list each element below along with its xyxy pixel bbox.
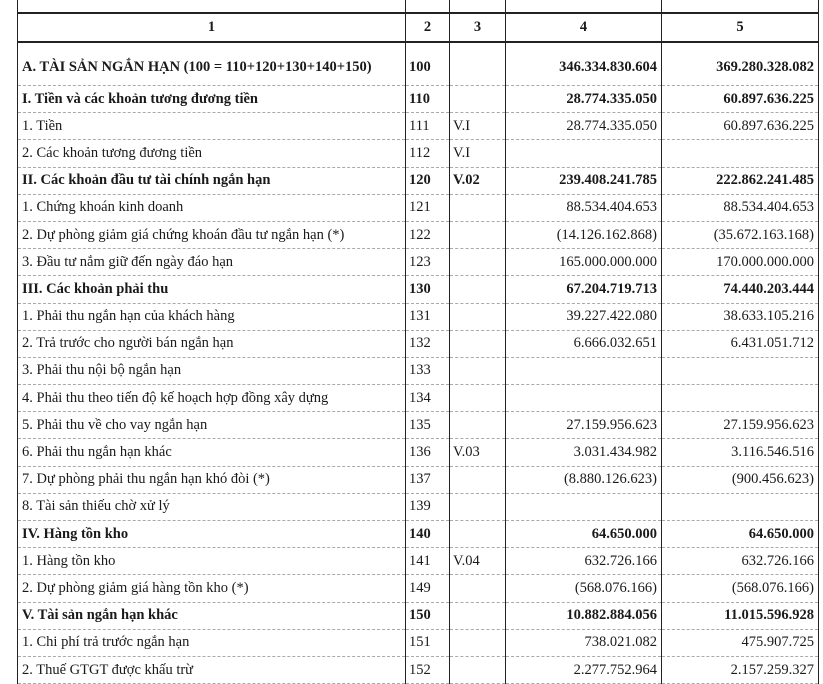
item-code: 137 <box>406 466 450 493</box>
value-col4 <box>506 357 662 384</box>
item-note <box>450 602 506 629</box>
item-code: 135 <box>406 412 450 439</box>
table-top-row <box>18 0 819 13</box>
table-row <box>18 385 819 412</box>
item-name: 8. Tài sản thiếu chờ xử lý <box>18 493 406 520</box>
item-code: 122 <box>406 221 450 248</box>
column-header-row <box>18 13 819 42</box>
table-row <box>18 167 819 194</box>
item-code: 139 <box>406 493 450 520</box>
table-row <box>18 42 819 86</box>
item-code: 100 <box>406 42 450 86</box>
item-note <box>450 221 506 248</box>
item-name: 1. Hàng tồn kho <box>18 548 406 575</box>
value-col5: (568.076.166) <box>662 575 819 602</box>
value-col5 <box>662 493 819 520</box>
item-code: 140 <box>406 521 450 548</box>
item-name: IV. Hàng tồn kho <box>18 521 406 548</box>
value-col4 <box>506 140 662 167</box>
item-name: 3. Phải thu nội bộ ngắn hạn <box>18 357 406 384</box>
item-note <box>450 466 506 493</box>
value-col4: 239.408.241.785 <box>506 167 662 194</box>
value-col5: 88.534.404.653 <box>662 194 819 221</box>
item-code: 150 <box>406 602 450 629</box>
value-col5 <box>662 385 819 412</box>
value-col5: 74.440.203.444 <box>662 276 819 303</box>
item-name: III. Các khoản phải thu <box>18 276 406 303</box>
item-name: I. Tiền và các khoản tương đương tiền <box>18 86 406 113</box>
item-code: 110 <box>406 86 450 113</box>
table-row <box>18 140 819 167</box>
value-col4: 88.534.404.653 <box>506 194 662 221</box>
value-col4 <box>506 493 662 520</box>
table-row <box>18 303 819 330</box>
item-note <box>450 249 506 276</box>
item-note <box>450 575 506 602</box>
item-note: V.04 <box>450 548 506 575</box>
value-col5: 369.280.328.082 <box>662 42 819 86</box>
table-row <box>18 656 819 683</box>
item-code: 120 <box>406 167 450 194</box>
item-note <box>450 493 506 520</box>
table-row <box>18 575 819 602</box>
item-code: 141 <box>406 548 450 575</box>
table-row <box>18 221 819 248</box>
table-row <box>18 249 819 276</box>
item-code: 133 <box>406 357 450 384</box>
item-note <box>450 194 506 221</box>
value-col4: 6.666.032.651 <box>506 330 662 357</box>
column-header: 5 <box>662 13 819 42</box>
item-code: 121 <box>406 194 450 221</box>
item-code: 111 <box>406 113 450 140</box>
item-code: 112 <box>406 140 450 167</box>
table-row <box>18 493 819 520</box>
value-col4: 2.277.752.964 <box>506 656 662 683</box>
item-code: 152 <box>406 656 450 683</box>
value-col4: (14.126.162.868) <box>506 221 662 248</box>
item-note <box>450 656 506 683</box>
value-col5: (900.456.623) <box>662 466 819 493</box>
value-col4: (568.076.166) <box>506 575 662 602</box>
table-row <box>18 629 819 656</box>
table-row <box>18 548 819 575</box>
item-code: 131 <box>406 303 450 330</box>
value-col5: 64.650.000 <box>662 521 819 548</box>
item-name: II. Các khoản đầu tư tài chính ngắn hạn <box>18 167 406 194</box>
item-code: 151 <box>406 629 450 656</box>
item-name: 4. Phải thu theo tiến độ kế hoạch hợp đồng xây dựng <box>18 385 406 412</box>
item-code: 149 <box>406 575 450 602</box>
item-name: 2. Dự phòng giảm giá chứng khoán đầu tư ngắn hạn (*) <box>18 221 406 248</box>
value-col4 <box>506 385 662 412</box>
item-name: 2. Thuế GTGT được khấu trừ <box>18 656 406 683</box>
item-note <box>450 42 506 86</box>
value-col5: 11.015.596.928 <box>662 602 819 629</box>
item-code: 134 <box>406 385 450 412</box>
item-note: V.I <box>450 140 506 167</box>
item-code: 130 <box>406 276 450 303</box>
item-name: A. TÀI SẢN NGẮN HẠN (100 = 110+120+130+140+150) <box>18 42 406 86</box>
value-col5: 60.897.636.225 <box>662 113 819 140</box>
value-col4: 64.650.000 <box>506 521 662 548</box>
table-row <box>18 602 819 629</box>
table-row <box>18 113 819 140</box>
value-col5: 2.157.259.327 <box>662 656 819 683</box>
table-row <box>18 276 819 303</box>
value-col5: 3.116.546.516 <box>662 439 819 466</box>
value-col5: 27.159.956.623 <box>662 412 819 439</box>
table-row <box>18 86 819 113</box>
value-col5: 222.862.241.485 <box>662 167 819 194</box>
item-note <box>450 629 506 656</box>
value-col4: 738.021.082 <box>506 629 662 656</box>
table-row <box>18 412 819 439</box>
balance-sheet-table <box>17 0 819 684</box>
column-header: 3 <box>450 13 506 42</box>
value-col4: (8.880.126.623) <box>506 466 662 493</box>
value-col5: 632.726.166 <box>662 548 819 575</box>
table-row <box>18 521 819 548</box>
table-row <box>18 357 819 384</box>
item-note <box>450 521 506 548</box>
item-note <box>450 412 506 439</box>
value-col4: 67.204.719.713 <box>506 276 662 303</box>
item-note: V.03 <box>450 439 506 466</box>
item-code: 123 <box>406 249 450 276</box>
item-name: 6. Phải thu ngắn hạn khác <box>18 439 406 466</box>
value-col5 <box>662 140 819 167</box>
value-col4: 39.227.422.080 <box>506 303 662 330</box>
item-name: 5. Phải thu về cho vay ngắn hạn <box>18 412 406 439</box>
value-col4: 28.774.335.050 <box>506 86 662 113</box>
item-name: 7. Dự phòng phải thu ngắn hạn khó đòi (*) <box>18 466 406 493</box>
item-name: 1. Chi phí trả trước ngắn hạn <box>18 629 406 656</box>
item-name: 1. Chứng khoán kinh doanh <box>18 194 406 221</box>
value-col5: 60.897.636.225 <box>662 86 819 113</box>
value-col4: 346.334.830.604 <box>506 42 662 86</box>
item-name: 3. Đầu tư nắm giữ đến ngày đáo hạn <box>18 249 406 276</box>
value-col5: 38.633.105.216 <box>662 303 819 330</box>
item-code: 132 <box>406 330 450 357</box>
item-note: V.I <box>450 113 506 140</box>
table-row <box>18 439 819 466</box>
item-note <box>450 303 506 330</box>
item-name: 1. Tiền <box>18 113 406 140</box>
value-col4: 27.159.956.623 <box>506 412 662 439</box>
table-row <box>18 330 819 357</box>
item-name: V. Tài sản ngắn hạn khác <box>18 602 406 629</box>
table-row <box>18 466 819 493</box>
item-note <box>450 86 506 113</box>
item-note <box>450 276 506 303</box>
item-note <box>450 385 506 412</box>
item-note <box>450 330 506 357</box>
value-col4: 632.726.166 <box>506 548 662 575</box>
value-col5: 170.000.000.000 <box>662 249 819 276</box>
column-header: 4 <box>506 13 662 42</box>
table-row <box>18 194 819 221</box>
column-header: 2 <box>406 13 450 42</box>
value-col5: 475.907.725 <box>662 629 819 656</box>
item-note <box>450 357 506 384</box>
value-col4: 165.000.000.000 <box>506 249 662 276</box>
value-col4: 28.774.335.050 <box>506 113 662 140</box>
value-col5: 6.431.051.712 <box>662 330 819 357</box>
item-name: 2. Trả trước cho người bán ngắn hạn <box>18 330 406 357</box>
column-header: 1 <box>18 13 406 42</box>
value-col4: 10.882.884.056 <box>506 602 662 629</box>
item-name: 2. Dự phòng giảm giá hàng tồn kho (*) <box>18 575 406 602</box>
item-code: 136 <box>406 439 450 466</box>
item-note: V.02 <box>450 167 506 194</box>
value-col5 <box>662 357 819 384</box>
value-col5: (35.672.163.168) <box>662 221 819 248</box>
item-name: 1. Phải thu ngắn hạn của khách hàng <box>18 303 406 330</box>
item-name: 2. Các khoản tương đương tiền <box>18 140 406 167</box>
value-col4: 3.031.434.982 <box>506 439 662 466</box>
